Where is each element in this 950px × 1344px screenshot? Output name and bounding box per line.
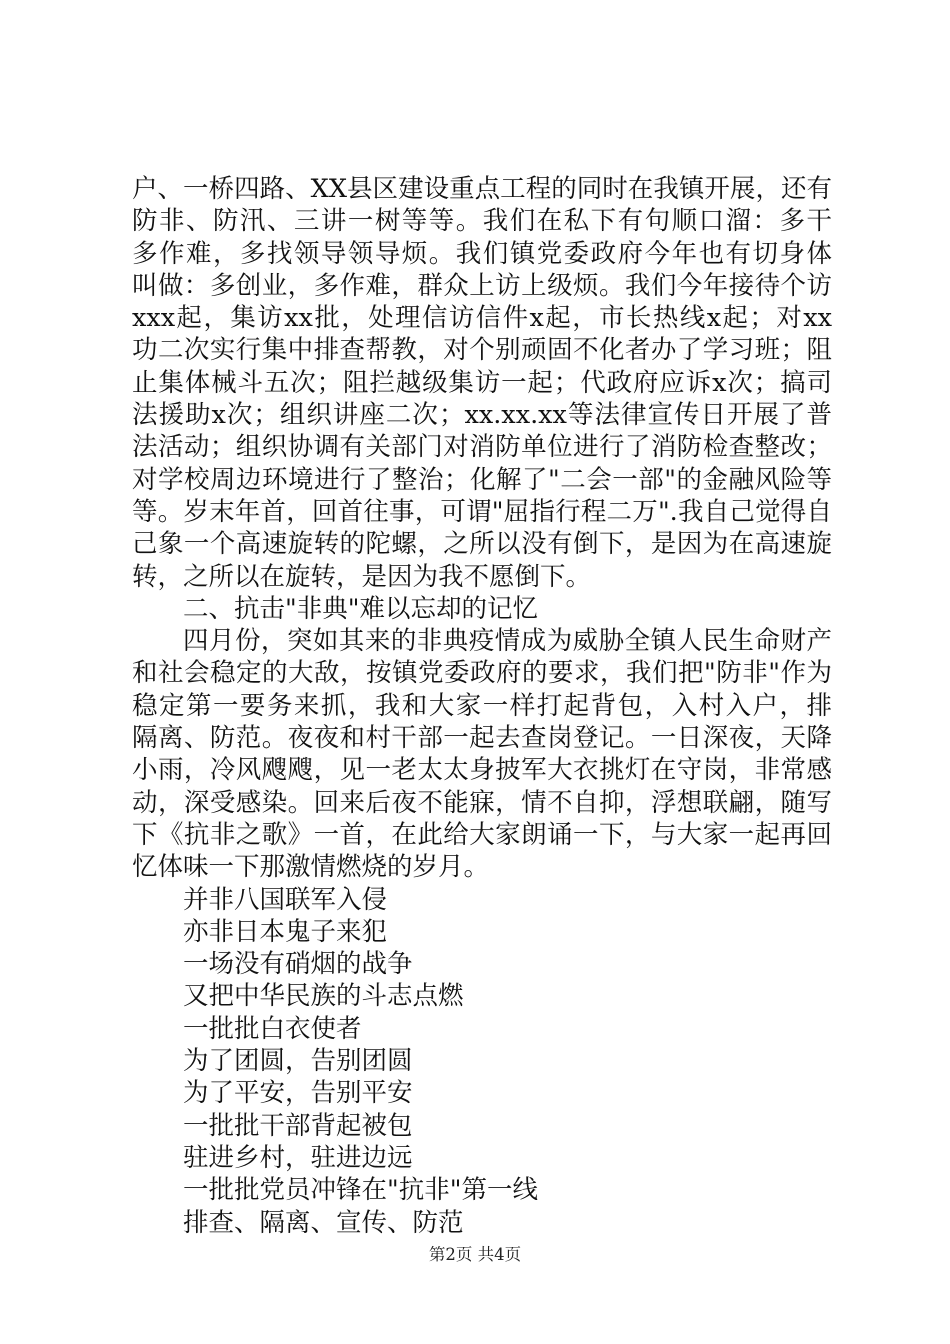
paragraph-line: 四月份，突如其来的非典疫情成为威胁全镇人民生命财产 [183,626,832,657]
poem-line: 一批批干部背起被包 [183,1110,413,1141]
paragraph-line: 叫做：多创业，多作难，群众上访上级烦。我们今年接待个访 [132,270,832,301]
paragraph-line: 己象一个高速旋转的陀螺，之所以没有倒下，是因为在高速旋 [132,529,832,560]
paragraph-line: 等。岁末年首，回首往事，可谓"屈指行程二万".我自己觉得自 [132,496,832,527]
paragraph-line: 法援助x次；组织讲座二次；xx.xx.xx等法律宣传日开展了普 [132,400,832,431]
paragraph-line: 忆体味一下那激情燃烧的岁月。 [132,852,490,883]
paragraph-line: 户、一桥四路、XX县区建设重点工程的同时在我镇开展，还有 [132,174,832,204]
paragraph-line: 对学校周边环境进行了整治；化解了"二会一部"的金融风险等 [132,464,832,495]
paragraph-2 [132,625,832,883]
paragraph-line: 转，之所以在旋转，是因为我不愿倒下。 [132,561,592,592]
paragraph-line: 和社会稳定的大敌，按镇党委政府的要求，我们把"防非"作为 [132,658,832,689]
page-footer [0,1244,950,1266]
poem-line: 亦非日本鬼子来犯 [183,916,388,947]
poem [132,884,832,1239]
poem-line: 驻进乡村，驻进边远 [183,1142,413,1173]
paragraph-line: xxx起，集访xx批，处理信访信件x起，市长热线x起；对xx [132,303,832,334]
poem-line: 排查、隔离、宣传、防范 [183,1207,464,1238]
paragraph-line: 止集体械斗五次；阻拦越级集访一起；代政府应诉x次；搞司 [132,367,832,398]
poem-line: 一批批党员冲锋在"抗非"第一线 [183,1175,538,1206]
document-body [132,173,832,1239]
poem-line: 一场没有硝烟的战争 [183,949,413,980]
paragraph-line: 防非、防汛、三讲一树等等。我们在私下有句顺口溜：多干 [132,206,832,237]
paragraph-line: 法活动；组织协调有关部门对消防单位进行了消防检查整改； [132,432,832,463]
paragraph-1 [132,173,832,593]
paragraph-line: 隔离、防范。夜夜和村干部一起去查岗登记。一日深夜，天降 [132,723,832,754]
paragraph-line: 稳定第一要务来抓，我和大家一样打起背包，入村入户，排 [132,690,832,721]
poem-line: 为了平安，告别平安 [183,1078,413,1109]
paragraph-line: 下《抗非之歌》一首，在此给大家朗诵一下，与大家一起再回 [132,819,832,850]
poem-line: 一批批白衣使者 [183,1013,362,1044]
poem-line: 又把中华民族的斗志点燃 [183,981,464,1012]
paragraph-line: 小雨，冷风飕飕，见一老太太身披军大衣挑灯在守岗，非常感 [132,755,832,786]
paragraph-line: 功二次实行集中排查帮教，对个别顽固不化者办了学习班；阻 [132,335,832,366]
poem-line: 为了团圆，告别团圆 [183,1046,413,1077]
page-number: 第2页 共4页 [428,1245,522,1264]
paragraph-line: 多作难，多找领导领导烦。我们镇党委政府今年也有切身体 [132,238,832,269]
section-heading: 二、抗击"非典"难以忘却的记忆 [183,593,538,624]
poem-line: 并非八国联军入侵 [183,884,388,915]
paragraph-line: 动，深受感染。回来后夜不能寐，情不自抑，浮想联翩，随写 [132,787,832,818]
